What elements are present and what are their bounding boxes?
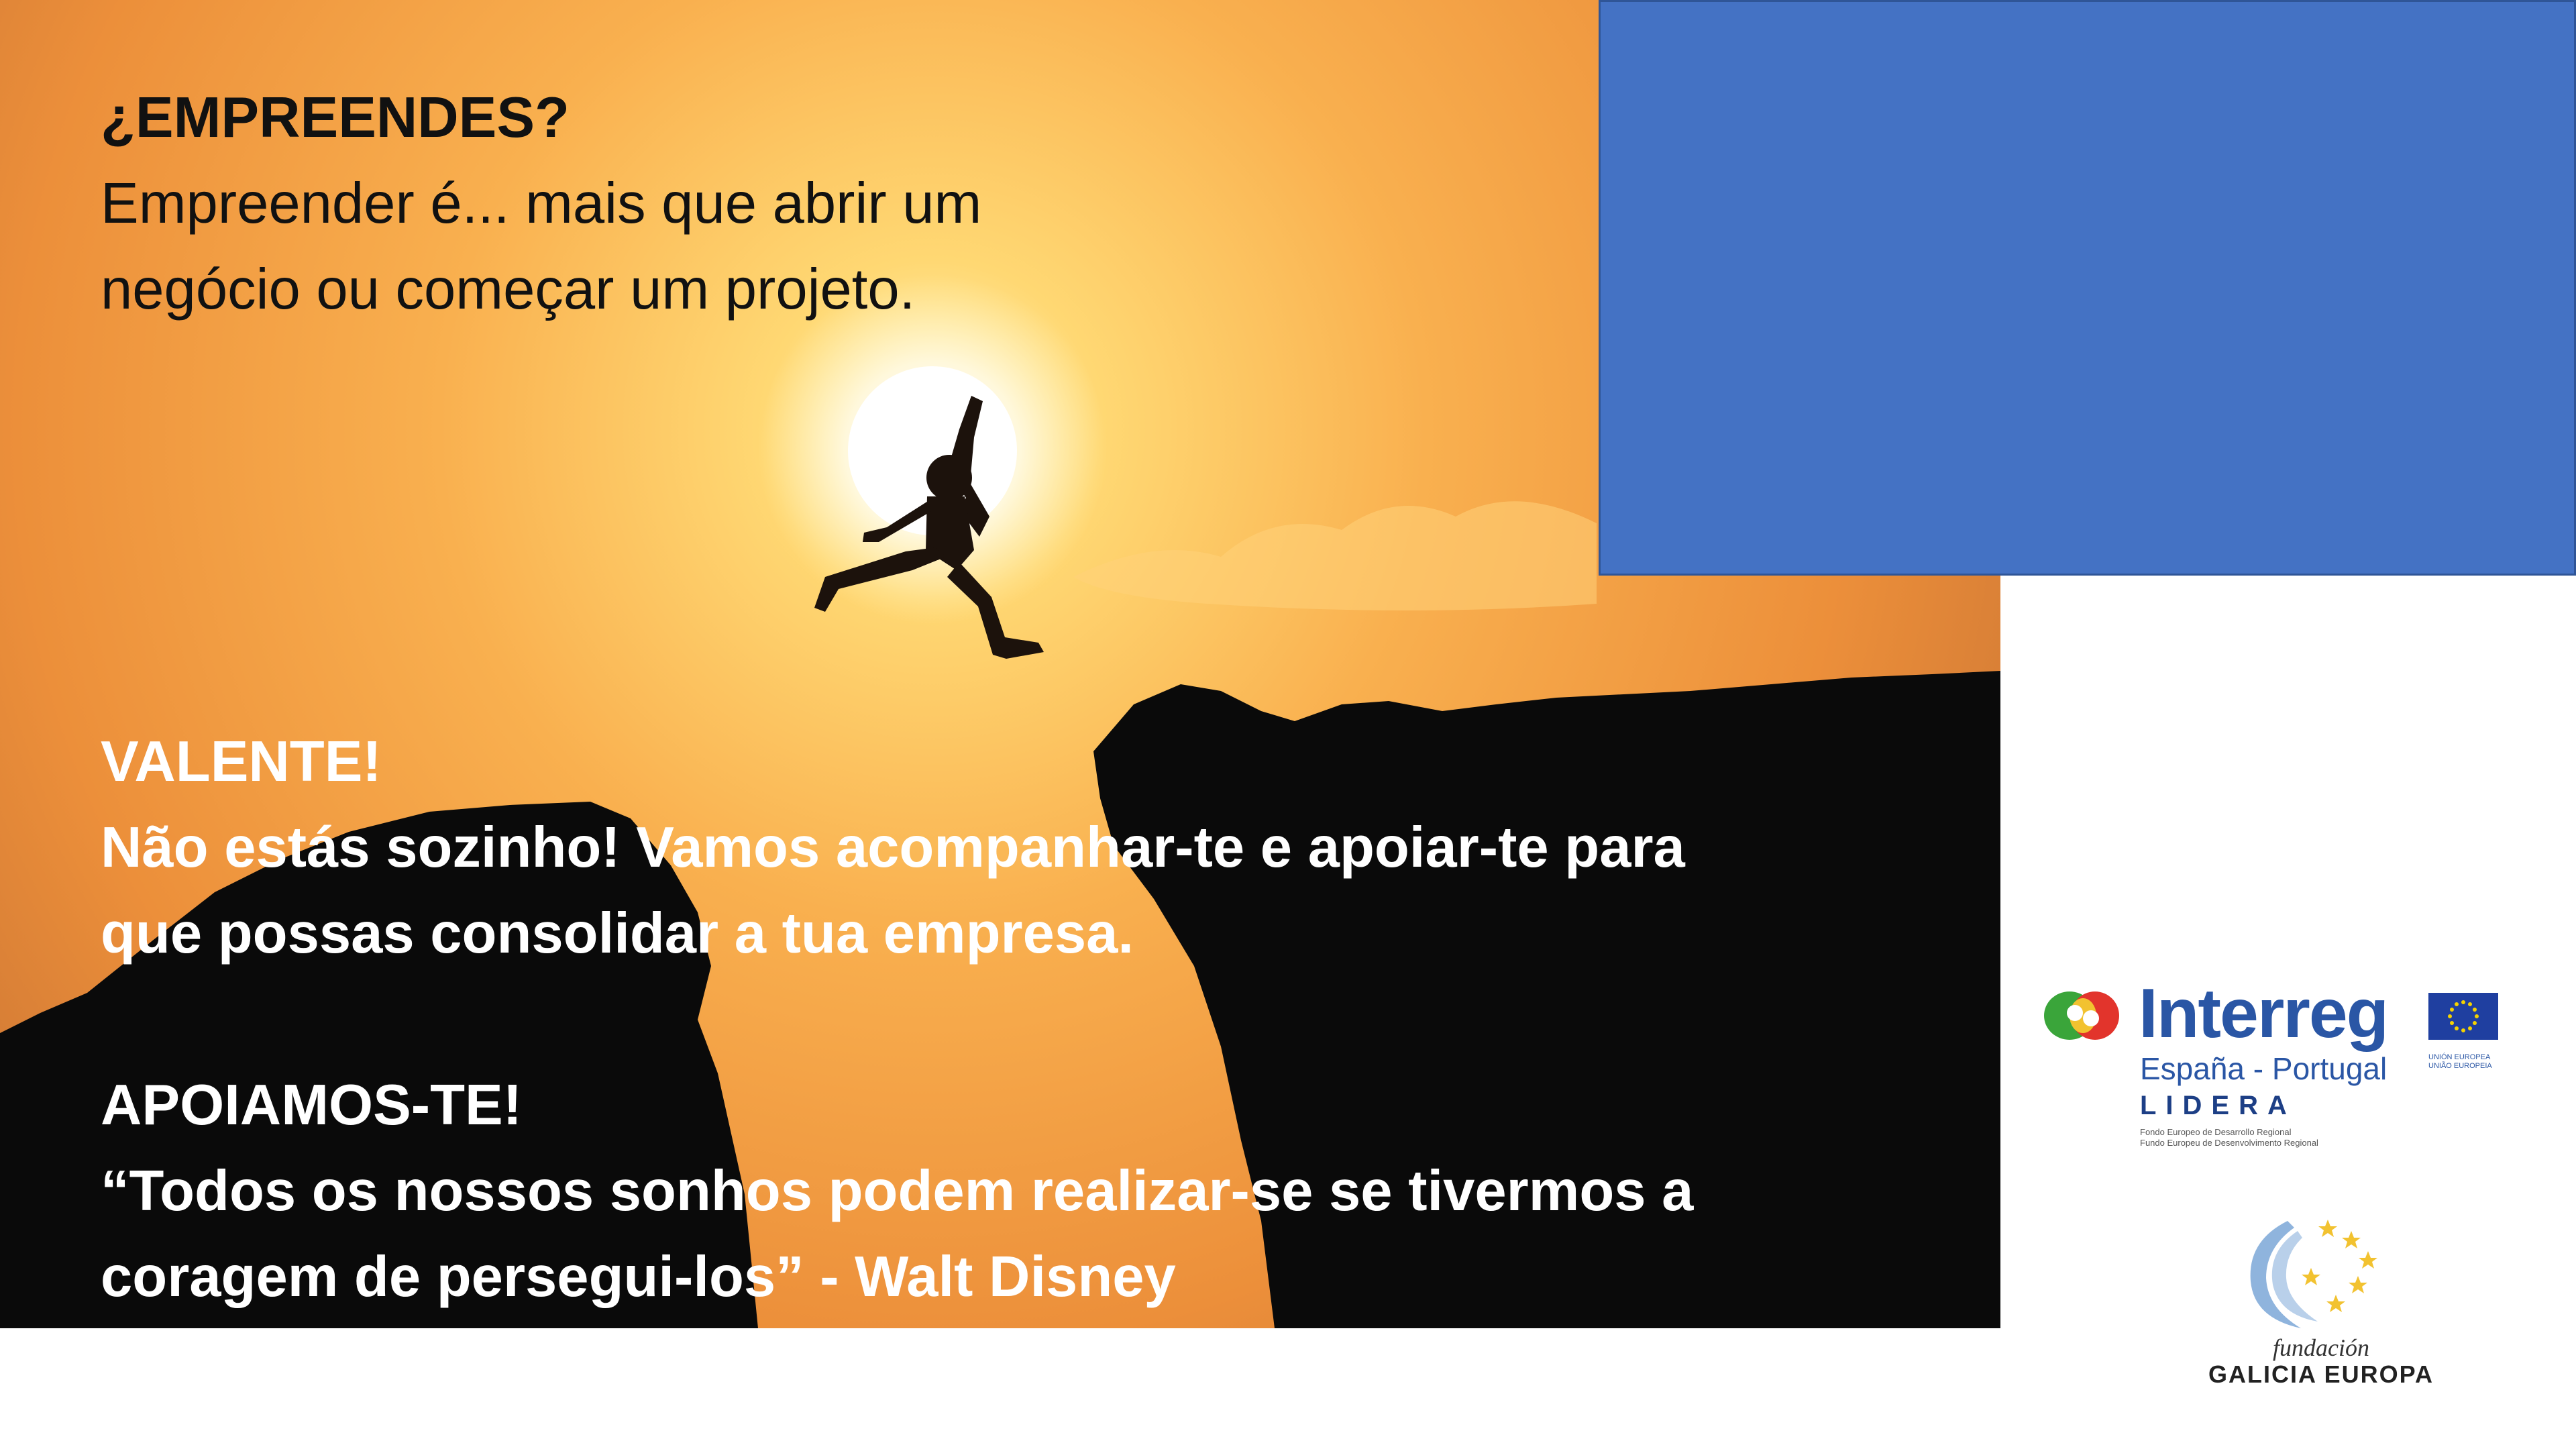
spacer [101, 977, 1693, 1063]
eu-label-pt: UNIÃO EUROPEIA [2428, 1062, 2492, 1070]
fund-text [2140, 1127, 2318, 1148]
intro-line-2: negócio ou começar um projeto. [101, 258, 916, 321]
galicia-emblem-icon [2187, 1201, 2455, 1335]
eu-label [2428, 1053, 2492, 1071]
interreg-logo [2039, 975, 2509, 1161]
eu-label-es: UNIÓN EUROPEA [2428, 1053, 2491, 1061]
galicia-europa-logo [2187, 1201, 2455, 1402]
fund-es: Fondo Europeo de Desarrollo Regional [2140, 1127, 2292, 1137]
motivation-text-block [101, 719, 1693, 1320]
lidera-label: LIDERA [2140, 1091, 2296, 1120]
interreg-subtitle: España - Portugal [2140, 1051, 2387, 1086]
support-line-1: Não estás sozinho! Vamos acompanhar-te e apoiar-te para [101, 816, 1685, 879]
apoiamos-heading: APOIAMOS-TE! [101, 1073, 523, 1137]
galicia-europa-label: GALICIA EUROPA [2208, 1360, 2434, 1388]
support-line-2: que possas consolidar a tua empresa. [101, 902, 1134, 965]
quote-line-2: coragem de persegui-los” - Walt Disney [101, 1245, 1176, 1309]
valente-heading: VALENTE! [101, 730, 382, 794]
intro-text-block [101, 75, 981, 333]
interreg-emblem-icon [2043, 987, 2123, 1048]
slide-heading: ¿EMPREENDES? [101, 86, 570, 150]
intro-line-1: Empreender é... mais que abrir um [101, 172, 982, 235]
fund-pt: Fundo Europeu de Desenvolvimento Regional [2140, 1138, 2318, 1148]
galicia-fundacion-label: fundación [2273, 1334, 2369, 1361]
blue-placeholder-box [1599, 0, 2576, 576]
quote-line-1: “Todos os nossos sonhos podem realizar-se se tivermos a [101, 1159, 1694, 1223]
interreg-wordmark: Interreg [2139, 975, 2388, 1053]
eu-flag-icon [2428, 993, 2498, 1040]
